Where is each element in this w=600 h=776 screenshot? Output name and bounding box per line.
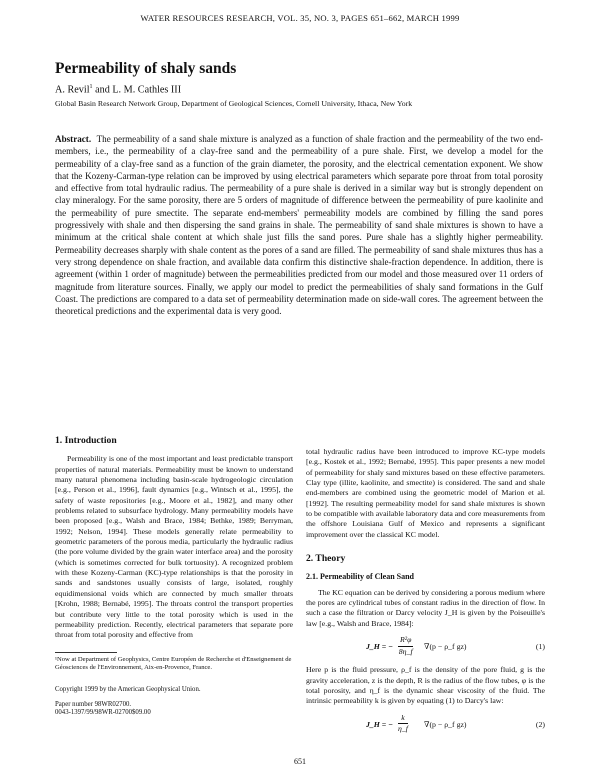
issn-line: 0043-1397/99/98WR-02700$09.00 bbox=[55, 709, 151, 717]
journal-header: WATER RESOURCES RESEARCH, VOL. 35, NO. 3, PAGES 651–662, MARCH 1999 bbox=[140, 13, 460, 23]
copyright-block bbox=[55, 686, 201, 718]
author-1-footnote-mark: 1 bbox=[89, 84, 93, 90]
theory-paragraph-1: The KC equation can be derived by considering a porous medium where the pores are cylindrical tubes of constant radius in the direction of flow. In such a case the filtration or Darcy velocity J_H is given by the Poiseuille's law [e.g., Walsh and Brace, 1984]: bbox=[306, 587, 545, 628]
intro-paragraph-2: total hydraulic radius have been introduced to improve KC-type models [e.g., Kostek et al., 1992; Bernabé, 1995]. This paper presents a new model of permeability for shaly sand mixtures based on these effective parameters. Clay type (illite, kaolinite, and smectite) is considered. The sand and shale end-members are combined using the geometric model of Marion et al. [1992]. The resulting permeability model for sand shale mixtures is shown to be compatible with available laboratory data and core measurements from the offshore Louisiana Gulf of Mexico and represents a significant improvement over the classical KC model. bbox=[306, 447, 546, 539]
intro-paragraph-1: Permeability is one of the most important and least predictable transport properties of natural materials. Permeability must be known to understand many natural phenomena including basin-scale hydrogeologic circulation [e.g., Person et al., 1996], fault dynamics [e.g., Wintsch et al., 1995], the safety of waste repositories [e.g., Moore et al., 1982], and many other problems related to subsurface hydrology. Many permeability models have been proposed [e.g., Walsh and Brace, 1984; Bethke, 1989; Berryman, 1992; Nelson, 1994]. These models generally relate permeability to geometric parameters of the porous media, particularly the hydraulic radius (the pore volume divided by the grain water interface area) and the porosity (which is sometimes corrected for bulk tortuosity). A recognized problem with these Kozeny-Carman (KC)-type relationships is that the porosity in sands and sandstones usually consists of large, isolated, roughly equidimensional voids which are connected by much smaller throats [Krohn, 1988; Bernabé, 1995]. The throats control the transport properties but contribute very little to the total porosity which is used in the permeability prediction. Recently, electrical parameters that separate pore throat from total porosity and effective from bbox=[55, 454, 293, 640]
equation-2-denominator: η_f bbox=[398, 723, 408, 733]
copyright-line: Copyright 1999 by the American Geophysical Union. bbox=[55, 686, 201, 693]
section-introduction-heading: 1. Introduction bbox=[55, 435, 117, 446]
equation-1-denominator: 8η_f bbox=[398, 646, 413, 656]
equation-1-fraction bbox=[398, 635, 413, 657]
author-2: and L. M. Cathles III bbox=[92, 84, 182, 96]
theory-paragraph-2: Here p is the fluid pressure, ρ_f is the density of the pore fluid, g is the gravity acceleration, z is the depth, R is the radius of the flow tubes, φ is the total porosity, and η_f is the dynamic shear viscosity of the fluid. The intrinsic permeability k is given by equating (1) to Darcy's law: bbox=[306, 665, 545, 706]
equation-1-lhs: J_H = − bbox=[366, 642, 393, 652]
equation-2 bbox=[306, 713, 545, 737]
abstract-text: The permeability of a sand shale mixture is analyzed as a function of shale fraction and the permeability of the two end-members, i.e., the permeability of a clay-free sand and the permeability of a pure shale. First, we develop a model for the permeability of a clay-free sand as a function of the grain diameter, the porosity, and the electrical cementation exponent. We show that the Kozeny-Carman-type relation can be improved by using electrical parameters which separate pore throat from total porosity and effective from total hydraulic radius. The permeability of a pure shale is derived in a similar way but is strongly dependent on clay mineralogy. For the same porosity, there are 5 orders of magnitude of difference between the permeability of pure kaolinite and the permeability of pure smectite. The separate end-members' permeability models are combined by filling the sand pores progressively with shale and then dispersing the sand grains in shale. The permeability of sand shale mixtures is shown to have a minimum at the critical shale content at which shale just fills the sand pores. Pure shale has a slightly higher permeability. Permeability decreases sharply with shale content as the pores of a sand are filled. The permeability of sand shale mixtures thus has a very strong dependence on shale fraction, and available data confirm this distinctive shale-fraction dependence. In addition, there is agreement (within 1 order of magnitude) between the permeabilities predicted from our model and those measured over 11 orders of magnitude from literature sources. Finally, we apply our model to predict the permeabilities of shaly sand formations in the Gulf Coast. The predictions are compared to a data set of permeability determination made on side-wall cores. The agreement between the theoretical predictions and the experimental data is very good. bbox=[55, 134, 543, 317]
equation-1-number: (1) bbox=[535, 642, 545, 652]
section-theory-heading: 2. Theory bbox=[306, 553, 346, 565]
footnote-rule bbox=[55, 652, 117, 653]
paper-number: Paper number 98WR02700. bbox=[55, 700, 132, 708]
affiliation: Global Basin Research Network Group, Department of Geological Sciences, Cornell University, Ithaca, New York bbox=[55, 99, 413, 108]
subsection-clean-sand-heading: 2.1. Permeability of Clean Sand bbox=[306, 572, 414, 582]
equation-2-numerator: k bbox=[398, 713, 408, 724]
equation-1-rhs: ∇(p − ρ_f gz) bbox=[424, 642, 467, 652]
authors bbox=[55, 84, 181, 95]
abstract-label: Abstract. bbox=[55, 134, 92, 144]
abstract bbox=[55, 133, 543, 317]
equation-1 bbox=[306, 635, 545, 659]
column-left bbox=[55, 436, 293, 641]
page-number: 651 bbox=[294, 757, 306, 766]
equation-2-rhs: ∇(p − ρ_f gz) bbox=[424, 719, 467, 729]
footnote: ¹Now at Department of Geophysics, Centre Européen de Recherche et d'Enseignement de Géosciences de l'Environnement, Aix-en-Provence, France. bbox=[55, 656, 292, 672]
author-1: A. Revil bbox=[55, 84, 90, 96]
equation-1-numerator: R²φ bbox=[398, 635, 413, 646]
equation-2-lhs: J_H = − bbox=[366, 719, 393, 729]
equation-2-number: (2) bbox=[535, 719, 545, 729]
column-right bbox=[306, 447, 545, 743]
paper-title: Permeability of shaly sands bbox=[55, 60, 237, 77]
equation-2-fraction bbox=[398, 713, 408, 735]
